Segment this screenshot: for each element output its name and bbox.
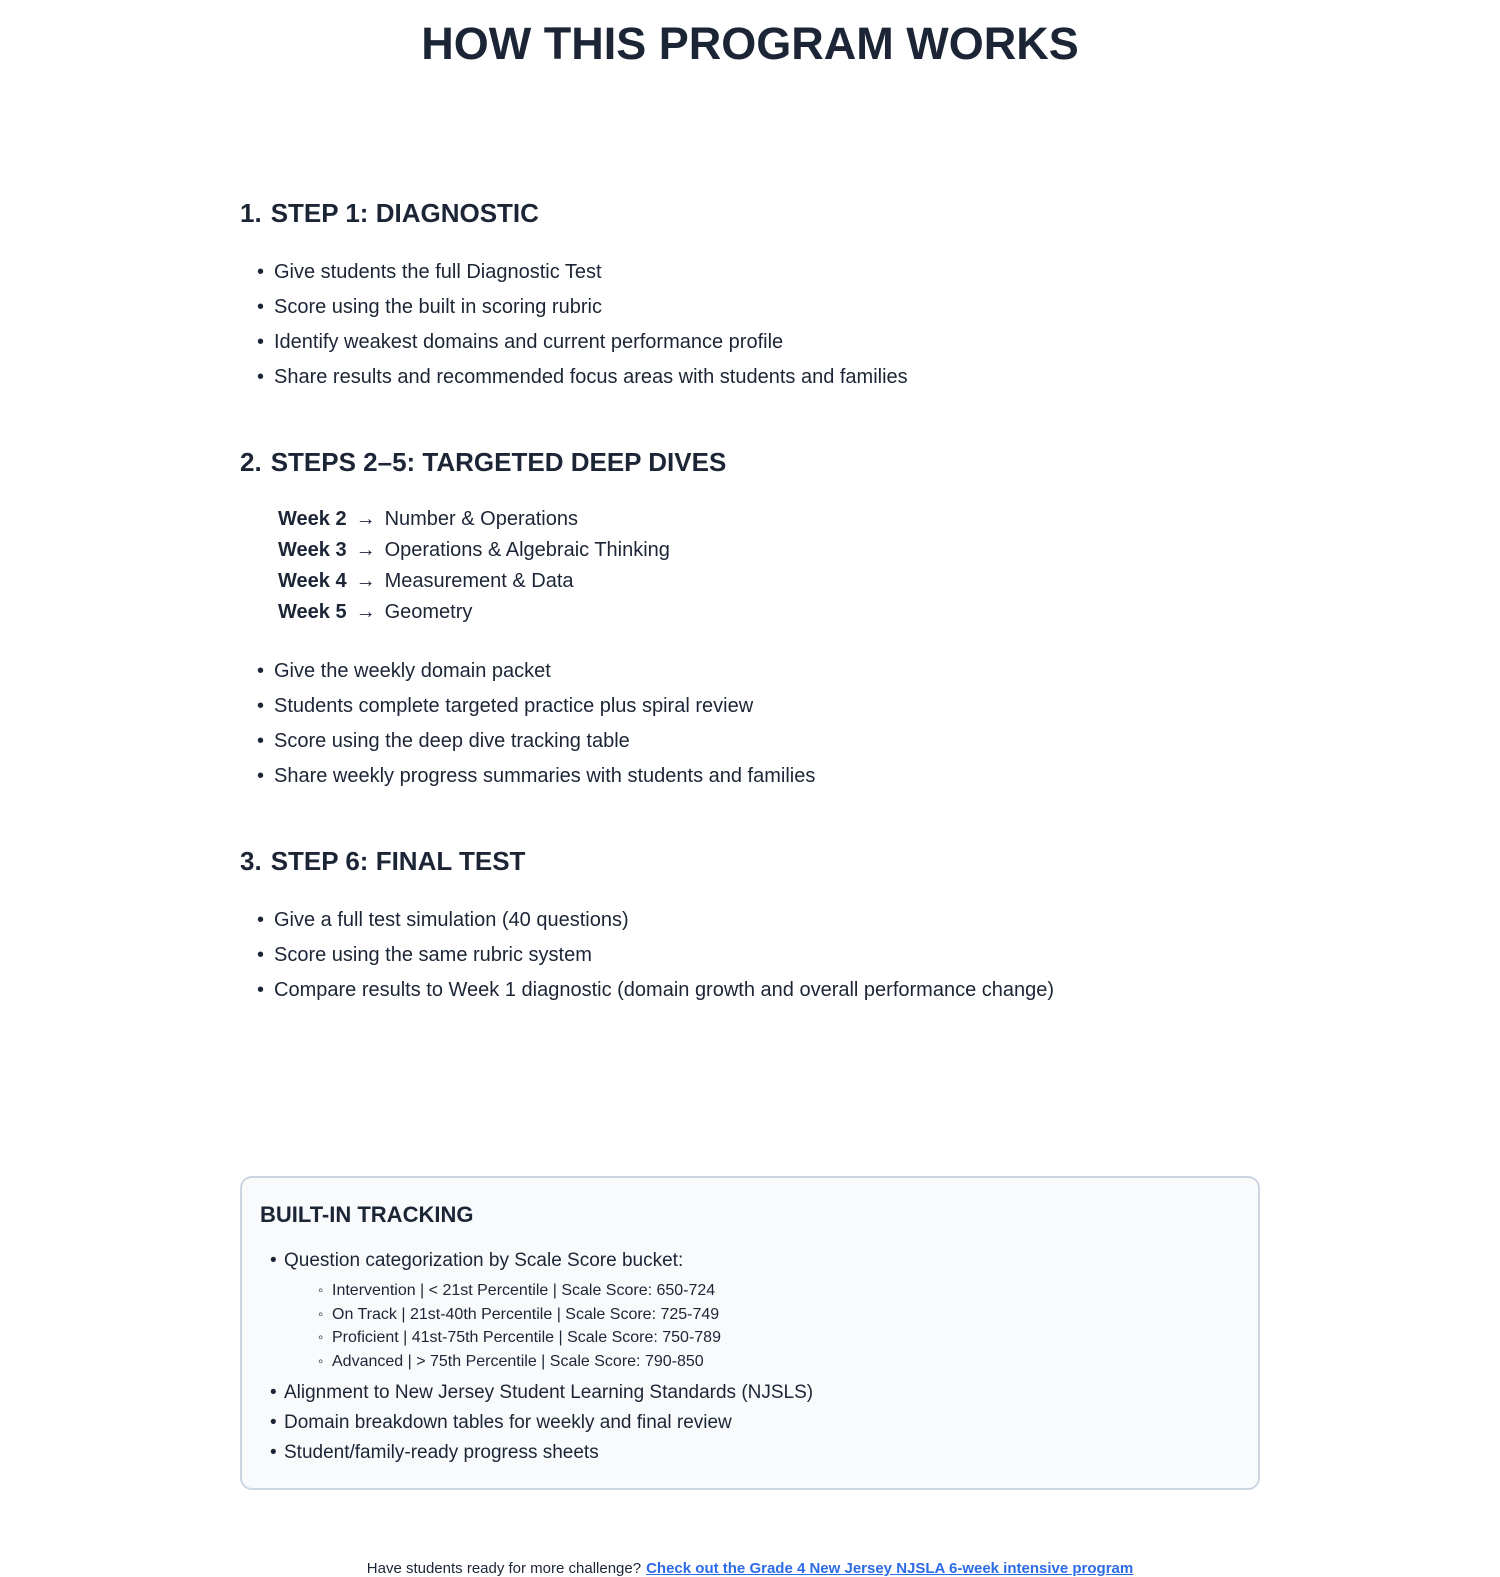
sub-bullet-item: ◦ Advanced | > 75th Percentile | Scale Score: 790-850 xyxy=(284,1350,1234,1374)
bullet-item xyxy=(260,1246,1234,1373)
footer-note xyxy=(0,1560,1500,1577)
intensive-program-link[interactable]: Check out the Grade 4 New Jersey NJSLA 6-week intensive program xyxy=(646,1560,1134,1577)
week-label: Week 4 xyxy=(278,570,347,592)
bullet-list xyxy=(240,903,1260,1008)
section-number: 3. xyxy=(240,846,262,876)
section-number: 2. xyxy=(240,447,262,477)
section-number: 1. xyxy=(240,198,262,228)
week-topic: Number & Operations xyxy=(384,508,578,530)
week-row xyxy=(278,566,1260,597)
bullet-text: Question categorization by Scale Score bucket: xyxy=(284,1250,684,1271)
sub-bullet-item: ◦ Proficient | 41st-75th Percentile | Scale Score: 750-789 xyxy=(284,1326,1234,1350)
section-heading xyxy=(240,198,1260,229)
bullet-item: • Score using the built in scoring rubric xyxy=(240,290,1260,325)
arrow-right-icon: → xyxy=(355,539,376,561)
sub-bullet-item: ◦ On Track | 21st-40th Percentile | Scale Score: 725-749 xyxy=(284,1303,1234,1327)
tracking-bullet-list xyxy=(260,1246,1234,1468)
bullet-item: • Share results and recommended focus areas with students and families xyxy=(240,360,1260,395)
section-heading-text: STEP 1: DIAGNOSTIC xyxy=(270,198,539,228)
bullet-item: • Give the weekly domain packet xyxy=(240,654,1260,689)
footer-text: Have students ready for more challenge? xyxy=(366,1560,642,1577)
built-in-tracking-panel xyxy=(240,1176,1260,1490)
bullet-item: • Alignment to New Jersey Student Learning Standards (NJSLS) xyxy=(260,1378,1234,1408)
tracking-panel-heading: BUILT-IN TRACKING xyxy=(260,1202,474,1227)
bullet-item: • Give students the full Diagnostic Test xyxy=(240,255,1260,290)
week-topic: Measurement & Data xyxy=(384,570,574,592)
bullet-item: • Give a full test simulation (40 questions) xyxy=(240,903,1260,938)
week-row xyxy=(278,535,1260,566)
section-step-6-final-test xyxy=(240,846,1260,1008)
week-label: Week 5 xyxy=(278,601,347,623)
section-heading xyxy=(240,846,1260,877)
section-heading xyxy=(240,447,1260,478)
bullet-item: • Score using the same rubric system xyxy=(240,938,1260,973)
bullet-list xyxy=(240,654,1260,794)
section-heading-text: STEPS 2–5: TARGETED DEEP DIVES xyxy=(270,447,727,477)
sections-list xyxy=(240,198,1260,1008)
week-schedule xyxy=(278,504,1260,628)
page-title: HOW THIS PROGRAM WORKS xyxy=(421,18,1079,69)
bullet-item: • Domain breakdown tables for weekly and final review xyxy=(260,1408,1234,1438)
bullet-item: • Students complete targeted practice plus spiral review xyxy=(240,689,1260,724)
section-step-1-diagnostic xyxy=(240,198,1260,395)
week-topic: Operations & Algebraic Thinking xyxy=(384,539,670,561)
week-label: Week 3 xyxy=(278,539,347,561)
bullet-item: • Compare results to Week 1 diagnostic (domain growth and overall performance change) xyxy=(240,973,1260,1008)
sub-bullet-item: ◦ Intervention | < 21st Percentile | Scale Score: 650-724 xyxy=(284,1279,1234,1303)
arrow-right-icon: → xyxy=(355,601,376,623)
bullet-item: • Score using the deep dive tracking table xyxy=(240,724,1260,759)
bullet-list xyxy=(240,255,1260,395)
bullet-item: • Identify weakest domains and current performance profile xyxy=(240,325,1260,360)
arrow-right-icon: → xyxy=(355,508,376,530)
section-heading-text: STEP 6: FINAL TEST xyxy=(270,846,526,876)
week-label: Week 2 xyxy=(278,508,347,530)
week-row xyxy=(278,504,1260,535)
week-row xyxy=(278,597,1260,628)
section-steps-2-5-deep-dives xyxy=(240,447,1260,794)
week-topic: Geometry xyxy=(384,601,473,623)
arrow-right-icon: → xyxy=(355,570,376,592)
bullet-item: • Student/family-ready progress sheets xyxy=(260,1438,1234,1468)
main-content xyxy=(240,198,1260,1008)
scale-score-bucket-list xyxy=(284,1279,1234,1373)
bullet-item: • Share weekly progress summaries with students and families xyxy=(240,759,1260,794)
